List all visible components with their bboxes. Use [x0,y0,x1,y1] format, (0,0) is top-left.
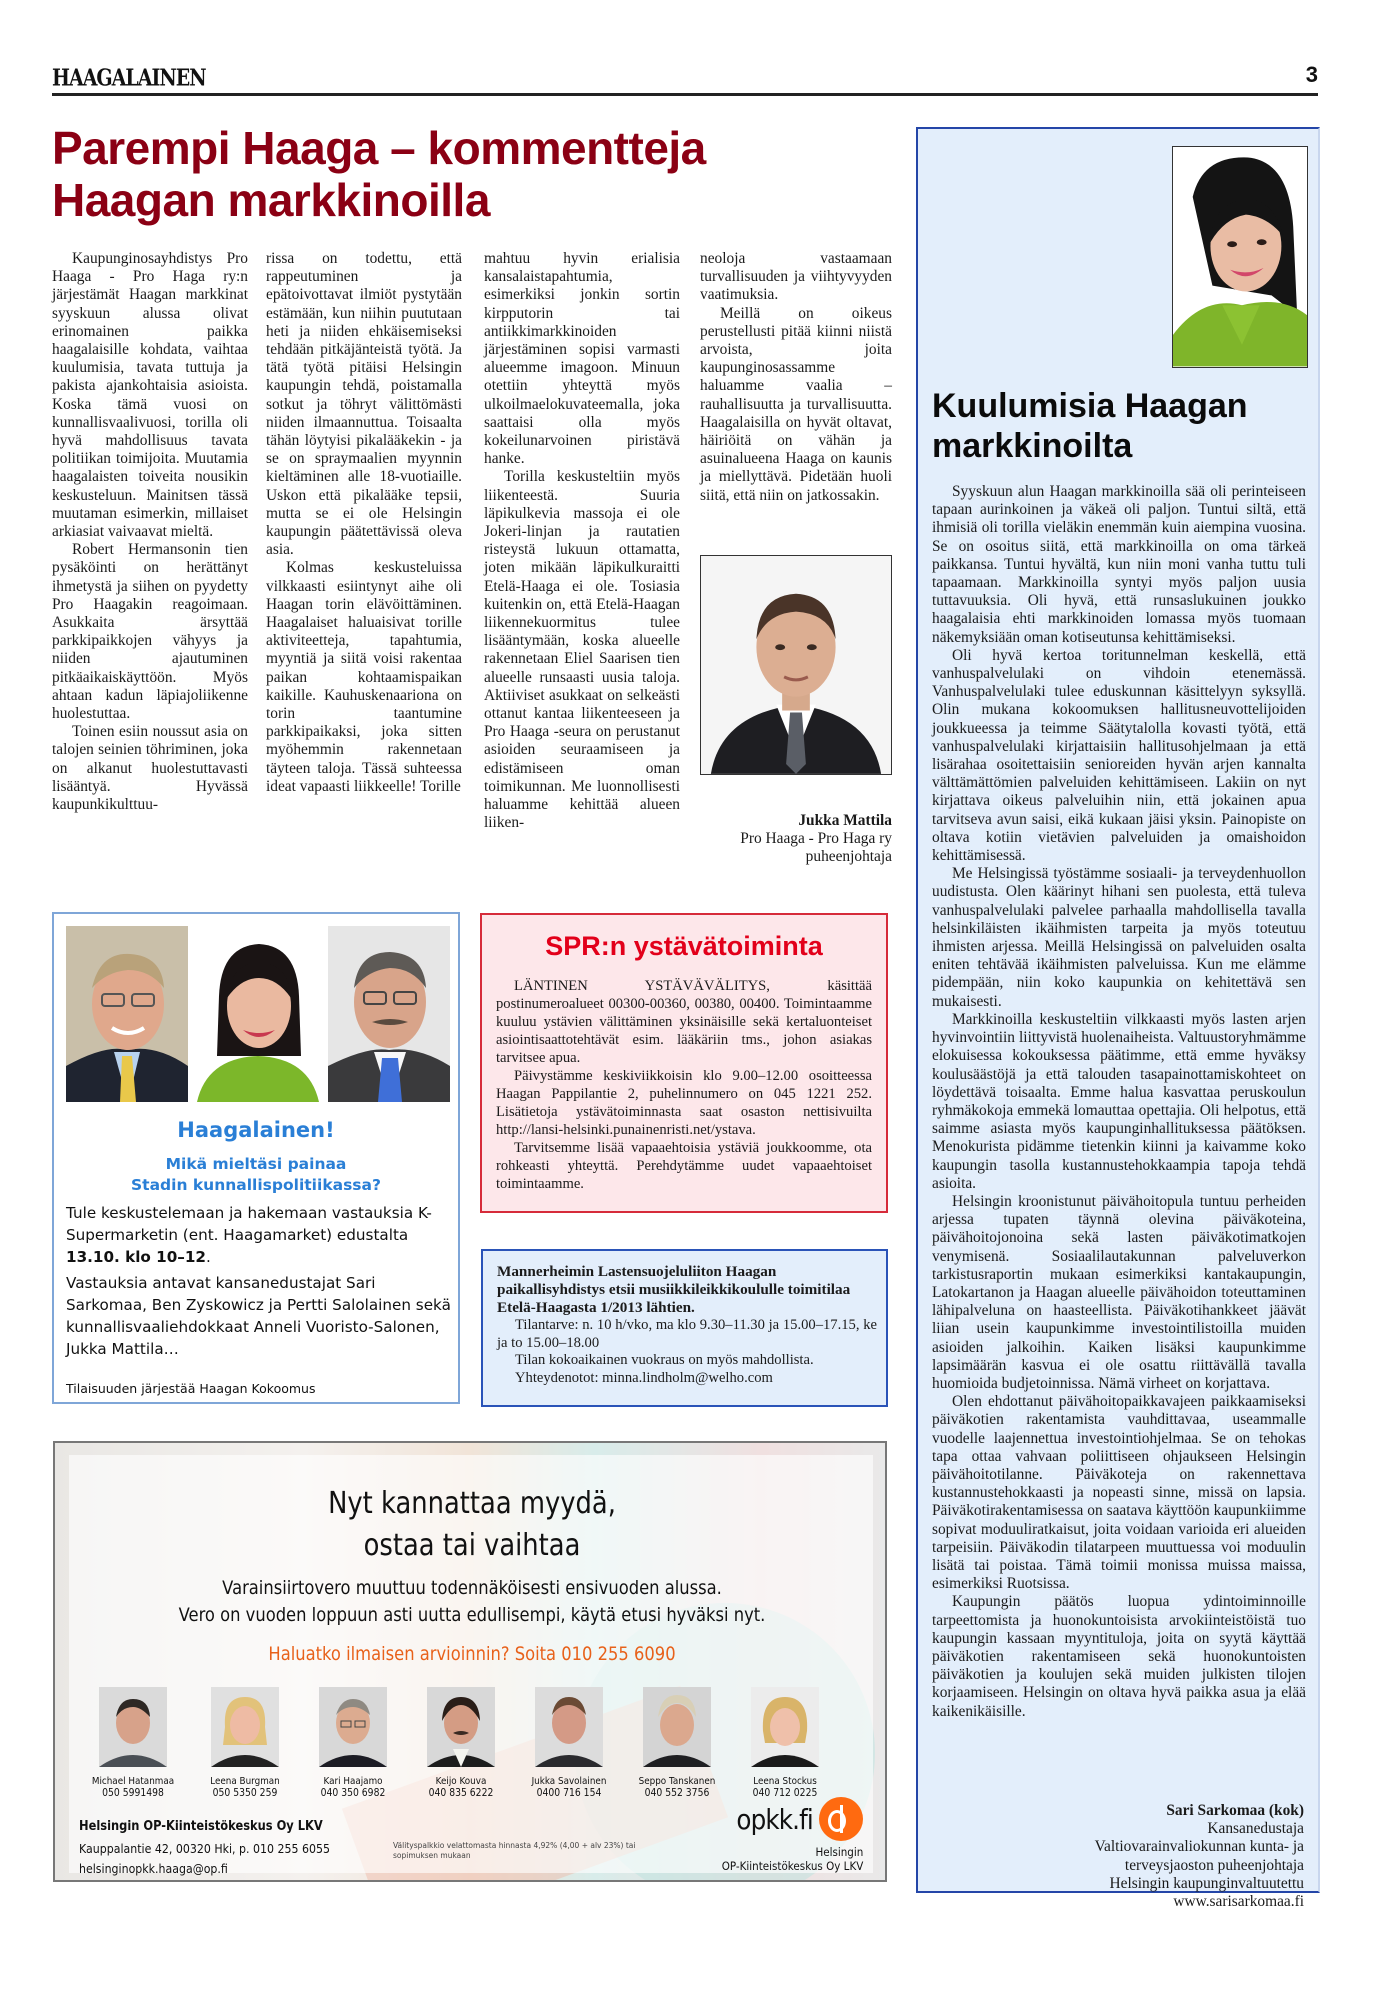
op-company-name: Helsingin OP-Kiinteistökeskus Oy LKV [79,1819,323,1834]
signature-line: Helsingin kaupunginvaltuutettu [1109,1874,1304,1892]
article-paragraph: Kolmas keskusteluissa vilkkaasti esiintynyt aihe oli Haagan torin elävöittäminen. Haagalaiset haluaisivat torille aktiviteetteja, tapahtumia, myyntiä ja siitä voisi rakentaa paikan kohtaamispaikan kaikille. Kauhuskenaariona on torin taantumine parkkipaikaksi, joka sitten myöhemmin rakennetaan täyteen taloja. Tässä suhteessa ideat vapaasti liikkeelle! Torille [266,559,462,795]
mll-body [497,1263,877,1387]
article-column-3 [484,250,680,833]
page-number: 3 [1305,62,1318,87]
op-ad-title-line: Nyt kannattaa myydä, [328,1486,616,1521]
op-real-estate-ad [53,1441,887,1882]
ad-subheading-line: Mikä mieltäsi painaa [165,1155,347,1173]
op-ad-subtitle-line: Vero on vuoden loppuun asti uutta edullisempi, käytä etusi hyväksi nyt. [178,1604,766,1626]
mll-line: Tilan kokoaikainen vuokraus on myös mahdollista. [515,1352,814,1368]
signature-line: terveysjaoston puheenjohtaja [1124,1856,1304,1874]
spr-paragraph: Päivystämme keskiviikkoisin klo 9.00–12.00 osoitteessa Haagan Pappilantie 2, puhelinnumero on 045 1221 252. Lisätietoja ystävätoiminnasta saat osaston nettisivuilta http://lansi-helsinki.punainenristi.net/ystava. [496,1068,872,1138]
spr-title: SPR:n ystävätoiminta [545,931,823,961]
agent-phone[interactable]: 040 350 6982 [320,1787,386,1799]
ad-heading: Haagalainen! [177,1118,335,1142]
agent-card [735,1687,835,1799]
sidebar-title: Kuulumisia Haagan markkinoilta [932,387,1248,465]
agent-phone[interactable]: 0400 716 154 [536,1787,602,1799]
agent-card [303,1687,403,1799]
agent-phone[interactable]: 050 5991498 [102,1787,164,1799]
agent-name: Michael Hatanmaa [91,1776,175,1787]
sidebar-paragraph: Syyskuun alun Haagan markkinoilla sää oli perinteiseen tapaan aurinkoinen ja väkeä oli paljon. Tuntui siltä, että ihmisiä oli torilla vieläkin enemmän kuin aiempina vuosina. Se on osoitus siitä, että markkinoilla on oma tärkeä paikkansa. Tuntui hyvältä, kun niin moni vanha tuttu tuli tapaamaan. Markkinoilla syntyi myös paljon uusia tuttavuuksia. Oli hyvä, että runsaslukuinen joukko haagalaisia ehti markkinoiden lomassa myös tuomaan näkemyksiään oman kotiseutunsa kehittämiseksi. [932,483,1306,646]
agent-photo-icon [535,1687,603,1767]
op-fee-note: Välityspalkkio velattomasta hinnasta 4,92% (4,00 + alv 23%) tai sopimuksen mukaan [393,1841,636,1860]
signature-name: Sari Sarkomaa (kok) [1166,1802,1304,1819]
agent-name: Kari Haajamo [323,1776,383,1787]
woman-portrait-icon [1173,147,1307,367]
agent-name: Keijo Kouva [435,1776,487,1787]
agent-photo-icon [319,1687,387,1767]
agent-phone[interactable]: 040 835 6222 [428,1787,494,1799]
sidebar-paragraph: Oli hyvä kertoa toritunnelman keskellä, että vanhuspalvelulaki on vihdoin etenemässä. Vanhuspalvelulaki tulee eduskunnan käsittelyyn syksyllä. Olin mukana kokoomuksen hallitusneuvottelijoiden joukkueessa ja teimme Säätytalolla kovasti työtä, että vanhuspalvelulaki kirjattaisiin hallitusohjelmaan ja että lisärahaa osoitettaisiin senioreiden hyvän arjen kannalta välttämättömien palveluiden kehittämiseen. Lakiin on nyt kirjattava oikeus palveluihin niin, että jokainen apua tarvitseva avun saisi, eikä kukaan jäisi yksin. Painopiste on oltava kotiin vietävien palveluiden ja omaishoidon kehittämisessä. [932,646,1306,865]
author-photo [700,555,892,775]
article-column-4 [700,250,892,505]
op-ad-call-to-action: Haluatko ilmaisen arvioinnin? Soita 010 255 6090 [268,1643,676,1665]
agent-card [411,1687,511,1799]
signature-line: Kansanedustaja [1207,1820,1304,1838]
sidebar-signature [1095,1802,1304,1911]
agent-card [83,1687,183,1799]
agent-card [195,1687,295,1799]
sidebar-column [916,127,1320,1911]
byline-role: puheenjohtaja [805,848,892,866]
spr-body [496,977,872,1193]
op-ad-title [113,1483,830,1567]
agent-card [519,1687,619,1799]
ad-event-time: 13.10. klo 10–12 [66,1248,206,1266]
spr-paragraph: LÄNTINEN YSTÄVÄVÄLITYS, käsittää postinumeroalueet 00300-00360, 00380, 00400. Toimintaamme kuuluu ystävien välittäminen yksinäisille sekä kertaluonteiset asiointisaattotehtävät esim. lääkäriin tms., johon asiakas tarvitsee apua. [496,978,872,1066]
ad-subheading [54,1154,458,1196]
op-email-link[interactable]: helsinginopkk.haaga@op.fi [79,1861,228,1876]
sidebar-paragraph: Olen ehdottanut päivähoitopaikkavajeen paikkaamiseksi päiväkotien rakentamista vauhdittavaa, useammalle vuodelle laajennettua investointiohjelmaa. Se on tehokas tapa ottaa vahvaan poliittiseen ohjaukseen Helsingin päivähoitotilanne. Päiväkoteja on rakennettava kustannustehokkaasti ja nopeasti sinne, missä on lapsia. Päiväkotirakentamisessa on saatava käyttöön kaupunkiimme sopivat moduuliratkaisut, joita voidaan varioida eri alueiden tarpeisiin. Päiväkodin tilatarpeen muuttuessa voi moduulin lisätä tai poistaa. Tämä toimii monissa muissa maissa, esimerkiksi Ruotsissa. [932,1393,1306,1593]
ad-subheading-line: Stadin kunnallispolitiikassa? [131,1176,381,1194]
byline-name: Jukka Mattila [798,812,892,829]
man-portrait-icon [701,556,891,774]
op-logo-caption-line: OP-Kiinteistökeskus Oy LKV [721,1859,863,1873]
signature-line: Valtiovarainvaliokunnan kunta- ja [1094,1838,1304,1856]
agent-photo-icon [427,1687,495,1767]
article-headline: Parempi Haaga – kommentteja Haagan markkinoilla [52,122,706,226]
ad-text: . [206,1248,211,1266]
woman-photo-icon [197,926,319,1102]
masthead [52,62,1318,96]
article-column-1 [52,250,248,814]
agent-name: Jukka Savolainen [531,1776,607,1787]
agent-photo-icon [643,1687,711,1767]
agent-name: Leena Burgman [210,1776,280,1787]
sidebar-paragraph: Markkinoilla keskusteltiin vilkkaasti myös lasten arjen hyvinvointiin liittyvistä huolenaiheista. Valtuustoryhmämme elokuisessa kokouksessa päätimme, että emme hyväksy koulusäästöjä ja että talouden tasapainottamiskohteet on löydettävä toisaalta. Emme halua kasvattaa peruskoulun ryhmäkokoja emmekä lomauttaa opettajia. Oli helpotus, että saimme asiasta myös kaupunginhallituksessa päätöksen. Menokurista pidämme tietenkin kiinni ja kaivamme koko kaupungin tasolla kustannustehokkaampia tapoja tehdä asioita. [932,1010,1306,1192]
spr-paragraph: Tarvitsemme lisää vapaaehtoisia ystäviä joukkoomme, ota rohkeasti yhteyttä. Perehdytämme uudet vapaaehtoiset toimintaamme. [496,1140,872,1192]
kokoomus-event-ad [52,912,460,1404]
op-ad-title-line: ostaa tai vaihtaa [363,1528,581,1563]
article-paragraph: neoloja vastaamaan turvallisuuden ja viihtyvyyden vaatimuksia. [700,250,892,304]
article-column-2 [266,250,462,796]
agent-phone[interactable]: 040 552 3756 [644,1787,710,1799]
op-logo-text[interactable]: opkk.fi [736,1802,813,1836]
article-paragraph: Meillä on oikeus perustellusti pitää kiinni niistä arvoista, joita kaupunginosassamme haluamme vaalia – rauhallisuutta ja turvallisuutta. Haagalaisilla on hyvät oltavat, häiriöitä on vähän ja asuinalueena Haaga on kaunis ja miellyttävä. Pidetään huoli siitä, että niin on jatkossakin. [700,304,892,504]
ad-invitation-text [66,1202,456,1268]
article-paragraph: rissa on todettu, että rappeutuminen ja epätoivottavat ilmiöt pystytään estämään, kun niihin puututaan heti ja niiden ehkäisemiseksi tehdään pitkäjänteistä työtä. Ja tätä työtä pitäisi Helsingin kaupungin tehdä, poistamalla sotkut ja töhryt välittömästi niiden ilmaannuttua. Toisaalta tähän löytyisi pikalääkekin - ja se on spraymaalien myynnin kieltäminen alle 18-vuotiaille. Uskon että pikalääke tepsii, mutta se ei ole Helsingin kaupungin päätettävissä oleva asia. [266,250,462,559]
sidebar-paragraph: Me Helsingissä työstämme sosiaali- ja terveydenhuollon uudistusta. Olen käärinyt hihani sen puolesta, että tuleva vanhuspalvelulaki palvelee parhaalla mahdollisella tavalla helsinkiläisten ikäihmisten tarpeita ja myös toteutuu ihmisten arjessa. Meillä Helsingissä on palveluiden osalta eniten tehtävää ikäihmisten palveluissa. Kun me elämme pidempään, niin koko kaupunkia on kehitettävä sen mukaisesti. [932,865,1306,1010]
byline-org: Pro Haaga - Pro Haga ry [740,830,892,848]
agent-card [627,1687,727,1799]
sidebar-paragraph: Kaupungin päätös luopua ydintoiminnoille tarpeettomista ja huonokuntoisista arvokiinteistöistä tuo kaupungin kassaan myyntituloja, joita on syytä käyttää päiväkotien rakentamiseen sekä huonokuntoisten päiväkotien ja koulujen sekä muiden julkisten tilojen korjaamiseen. Helsingin on oltava hyvä paikka asua ja elää kaikenikäisille. [932,1593,1306,1720]
op-logo [706,1797,863,1873]
mll-line: Tilantarve: n. 10 h/vko, ma klo 9.30–11.30 ja 15.00–17.15, ke ja to 15.00–18.00 [497,1317,877,1351]
article-byline [700,812,892,867]
op-address: Kauppalantie 42, 00320 Hki, p. 010 255 6055 [79,1841,330,1856]
agent-phone[interactable]: 050 5350 259 [212,1787,278,1799]
op-logo-caption-line: Helsingin [815,1845,863,1859]
agent-name: Leena Stockus [753,1776,817,1787]
ad-organizer: Tilaisuuden järjestää Haagan Kokoomus [66,1381,316,1396]
sidebar-body [932,483,1306,1721]
op-ad-subtitle-line: Varainsiirtovero muuttuu todennäköisesti ensivuoden alussa. [222,1577,722,1599]
article-paragraph: Toinen esiin noussut asia on talojen seinien töhriminen, joka on alkanut huolestuttavasti lisääntyä. Hyvässä kaupunkikulttuu- [52,723,248,814]
agent-photo-icon [751,1687,819,1767]
man-glasses-photo-icon [66,926,188,1102]
sidebar-author-photo [1172,146,1308,368]
mll-contact[interactable]: Yhteydenotot: minna.lindholm@welho.com [515,1369,773,1386]
ad-text: Tule keskustelemaan ja hakemaan vastauksia K-Supermarketin (ent. Haagamarket) edustalta [66,1204,432,1244]
spr-notice-box [480,913,888,1213]
ad-photo-row [66,926,450,1104]
article-paragraph: Robert Hermansonin tien pysäköinti on herättänyt ihmetystä ja siihen on pyydetty Pro Haagakin reagoimaan. Asukkaita ärsyttää parkkipaikkojen vähyys ja niiden ajautuminen pitkäaikaiskäyttöön. Myös ahtaan kadun läpiajoliikenne huolestuttaa. [52,541,248,723]
article-paragraph: mahtuu hyvin erialisia kansalaistapahtumia, esimerkiksi jonkin sortin kirpputorin tai antiikkimarkkinoiden järjestäminen sopisi varmasti alueemme imagoon. Minuun otettiin yhteyttä myös ulkoilmaelokuvateemalla, joka saattaisi olla myös kokeilunarvoinen piristävä hanke. [484,250,680,468]
agent-photo-icon [211,1687,279,1767]
op-ad-subtitle [113,1575,830,1629]
signature-website[interactable]: www.sarisarkomaa.fi [1173,1893,1304,1911]
op-logo-icon [819,1797,863,1841]
paper-name: HAAGALAINEN [52,64,206,92]
agent-phone[interactable]: 040 712 0225 [752,1787,818,1799]
agent-list [83,1687,863,1797]
article-paragraph: Torilla keskusteltiin myös liikenteestä. Suuria läpikulkevia massoja ei ole Jokeri-linjan ja rautatien risteystä lukuun ottamatta, joten mikään läpikulkuraitti Etelä-Haaga ei ole. Tosiasia kuitenkin on, että Etelä-Haagan liikennekuormitus tulee lisääntymään, koska alueelle rakennetaan Eliel Saarisen tien alueelle runsaasti uusia taloja. Aktiiviset asukkaat on selkeästi ottanut kantaa liikenteeseen ja Pro Haaga -seura on perustanut asioiden seuraamiseen ja edistämiseen oman toimikunnan. Me luonnollisesti haluamme kehittää alueen liiken- [484,468,680,832]
agent-name: Seppo Tanskanen [638,1776,716,1787]
agent-photo-icon [99,1687,167,1767]
article-paragraph: Kaupunginosayhdistys Pro Haaga - Pro Haga ry:n järjestämät Haagan markkinat syyskuun alussa olivat erinomainen paikka haagalaisille kohdata, vaihtaa kuulumisia, tavata tuttuja ja pakista ajankohtaisia asioista. Koska tämä vuosi on kunnallisvaalivuosi, torilla oli hyvä mahdollisuus tavata politiikan toimijoita. Muutamia haagalaisten toiveita nousikin keskusteluun. Mainitsen tässä muutaman esimerkin, millaiset arkiasiat vaivaavat mieltä. [52,250,248,541]
op-logo-caption [721,1845,863,1873]
man-mustache-photo-icon [328,926,450,1102]
ad-speakers-text: Vastauksia antavat kansanedustajat Sari Sarkomaa, Ben Zyskowicz ja Pertti Salolainen sekä kunnallisvaaliehdokkaat Anneli Vuoristo-Salonen, Jukka Mattila… [66,1274,451,1358]
sidebar-paragraph: Helsingin kroonistunut päivähoitopula tuntuu perheiden arjessa tupaten täynnä olevina päiväkoteina, päivähoitojonoina sekä lasten päiväkotimatkojen venymisenä. Sosiaalilautakunnan palveluverkon tarkistusraportin mukaan esimerkiksi kantakaupungin, Latokartanon ja Haagan alueelle päivähoidon toteuttaminen lähipalveluna on haasteellista. Päiväkotihankkeet jäävät liian usein kaupunkimme investointilistoilla muiden asioiden jalkoihin. Kaiken lisäksi kaupunkimme lapsimäärän kasvua ei ole osattu riittävällä tavalla huomioida budjetoinnissa. Nämä virheet on korjattava. [932,1192,1306,1392]
mll-lead: Mannerheimin Lastensuojeluliiton Haagan paikallisyhdistys etsii musiikkileikkikoululle toimitilaa Etelä-Haagasta 1/2013 lähtien. [497,1263,851,1316]
mll-notice-box [481,1249,888,1407]
